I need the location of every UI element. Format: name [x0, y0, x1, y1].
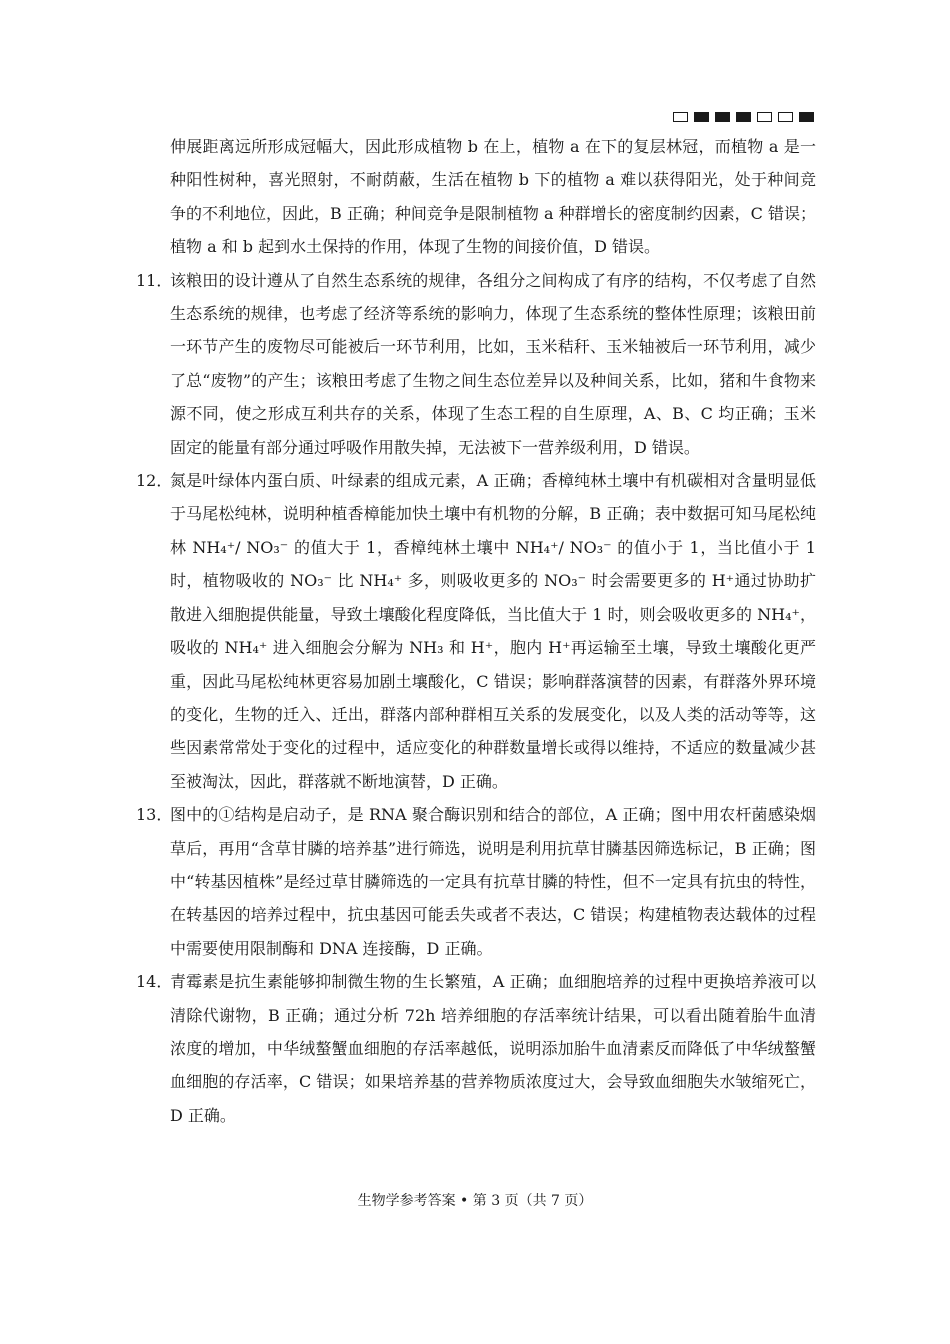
answer-text: 图中的①结构是启动子，是 RNA 聚合酶识别和结合的部位，A 正确；图中用农杆菌感染烟草后，再用“含草甘膦的培养基”进行筛选，说明是利用抗草甘膦基因筛选标记，B 正确；图中“转基因植株”是经过草甘膦筛选的一定具有抗草甘膦的特性，但不一定具有抗虫的特性，在转基因的培养过程中，抗虫基因可能丢失或者不表达，C 错误；构建植物表达载体的过程中需要使用限制酶和 DNA 连接酶，D 正确。: [170, 805, 816, 958]
answer-item-12: [136, 464, 816, 798]
header-mark-4: [736, 112, 751, 122]
answer-text: 氮是叶绿体内蛋白质、叶绿素的组成元素，A 正确；香樟纯林土壤中有机碳相对含量明显低于马尾松纯林，说明种植香樟能加快土壤中有机物的分解，B 正确；表中数据可知马尾松纯林 NH₄⁺/ NO₃⁻ 的值大于 1，香樟纯林土壤中 NH₄⁺/ NO₃⁻ 的值小于 1，当比值小于 1 时，植物吸收的 NO₃⁻ 比 NH₄⁺ 多，则吸收更多的 NO₃⁻ 时会需要更多的 H⁺通过协助扩散进入细胞提供能量，导致土壤酸化程度降低，当比值大于 1 时，则会吸收更多的 NH₄⁺，吸收的 NH₄⁺ 进入细胞会分解为 NH₃ 和 H⁺，胞内 H⁺再运输至土壤，导致土壤酸化更严重，因此马尾松纯林更容易加剧土壤酸化，C 错误；影响群落演替的因素，有群落外界环境的变化，生物的迁入、迁出，群落内部种群相互关系的发展变化，以及人类的活动等等，这些因素常常处于变化的过程中，适应变化的种群数量增长或得以维持，不适应的数量减少甚至被淘汰，因此，群落就不断地演替，D 正确。: [170, 471, 816, 791]
answer-number: 11．: [136, 270, 173, 290]
page-footer: 生物学参考答案 • 第 3 页（共 7 页）: [357, 1193, 593, 1209]
header-mark-6: [778, 112, 793, 122]
header-mark-5: [757, 112, 772, 122]
answer-text: 该粮田的设计遵从了自然生态系统的规律，各组分之间构成了有序的结构，不仅考虑了自然生态系统的规律，也考虑了经济等系统的影响力，体现了生态系统的整体性原理；该粮田前一环节产生的废物尽可能被后一环节利用，比如，玉米秸秆、玉米轴被后一环节利用，减少了总“废物”的产生；该粮田考虑了生物之间生态位差异以及种间关系，比如，猪和牛食物来源不同，使之形成互利共存的关系，体现了生态工程的自生原理，A、B、C 均正确；玉米固定的能量有部分通过呼吸作用散失掉，无法被下一营养级利用，D 错误。: [170, 270, 816, 457]
header-marks: [673, 112, 814, 122]
continuation-paragraph: 伸展距离远所形成冠幅大，因此形成植物 b 在上，植物 a 在下的复层林冠，而植物 a 是一种阳性树种，喜光照射，不耐荫蔽，生活在植物 b 下的植物 a 难以获得阳光，处于种间竞争的不利地位，因此，B 正确；种间竞争是限制植物 a 种群增长的密度制约因素，C 错误；植物 a 和 b 起到水土保持的作用，体现了生物的间接价值，D 错误。: [170, 137, 816, 257]
answer-number: 14．: [136, 972, 173, 992]
header-mark-2: [694, 112, 709, 122]
answer-item-14: [136, 965, 816, 1132]
header-mark-1: [673, 112, 688, 122]
answer-number: 13．: [136, 805, 173, 825]
answer-text: 青霉素是抗生素能够抑制微生物的生长繁殖，A 正确；血细胞培养的过程中更换培养液可以清除代谢物，B 正确；通过分析 72h 培养细胞的存活率统计结果，可以看出随着胎牛血清浓度的增加，中华绒螯蟹血细胞的存活率越低，说明添加胎牛血清素反而降低了中华绒螯蟹血细胞的存活率，C 错误；如果培养基的营养物质浓度过大，会导致血细胞失水皱缩死亡，D 正确。: [170, 972, 816, 1125]
answer-content: [136, 130, 816, 1132]
answer-item-11: [136, 264, 816, 464]
header-mark-3: [715, 112, 730, 122]
answer-number: 12．: [136, 471, 173, 491]
answer-item-13: [136, 798, 816, 965]
header-mark-7: [799, 112, 814, 122]
